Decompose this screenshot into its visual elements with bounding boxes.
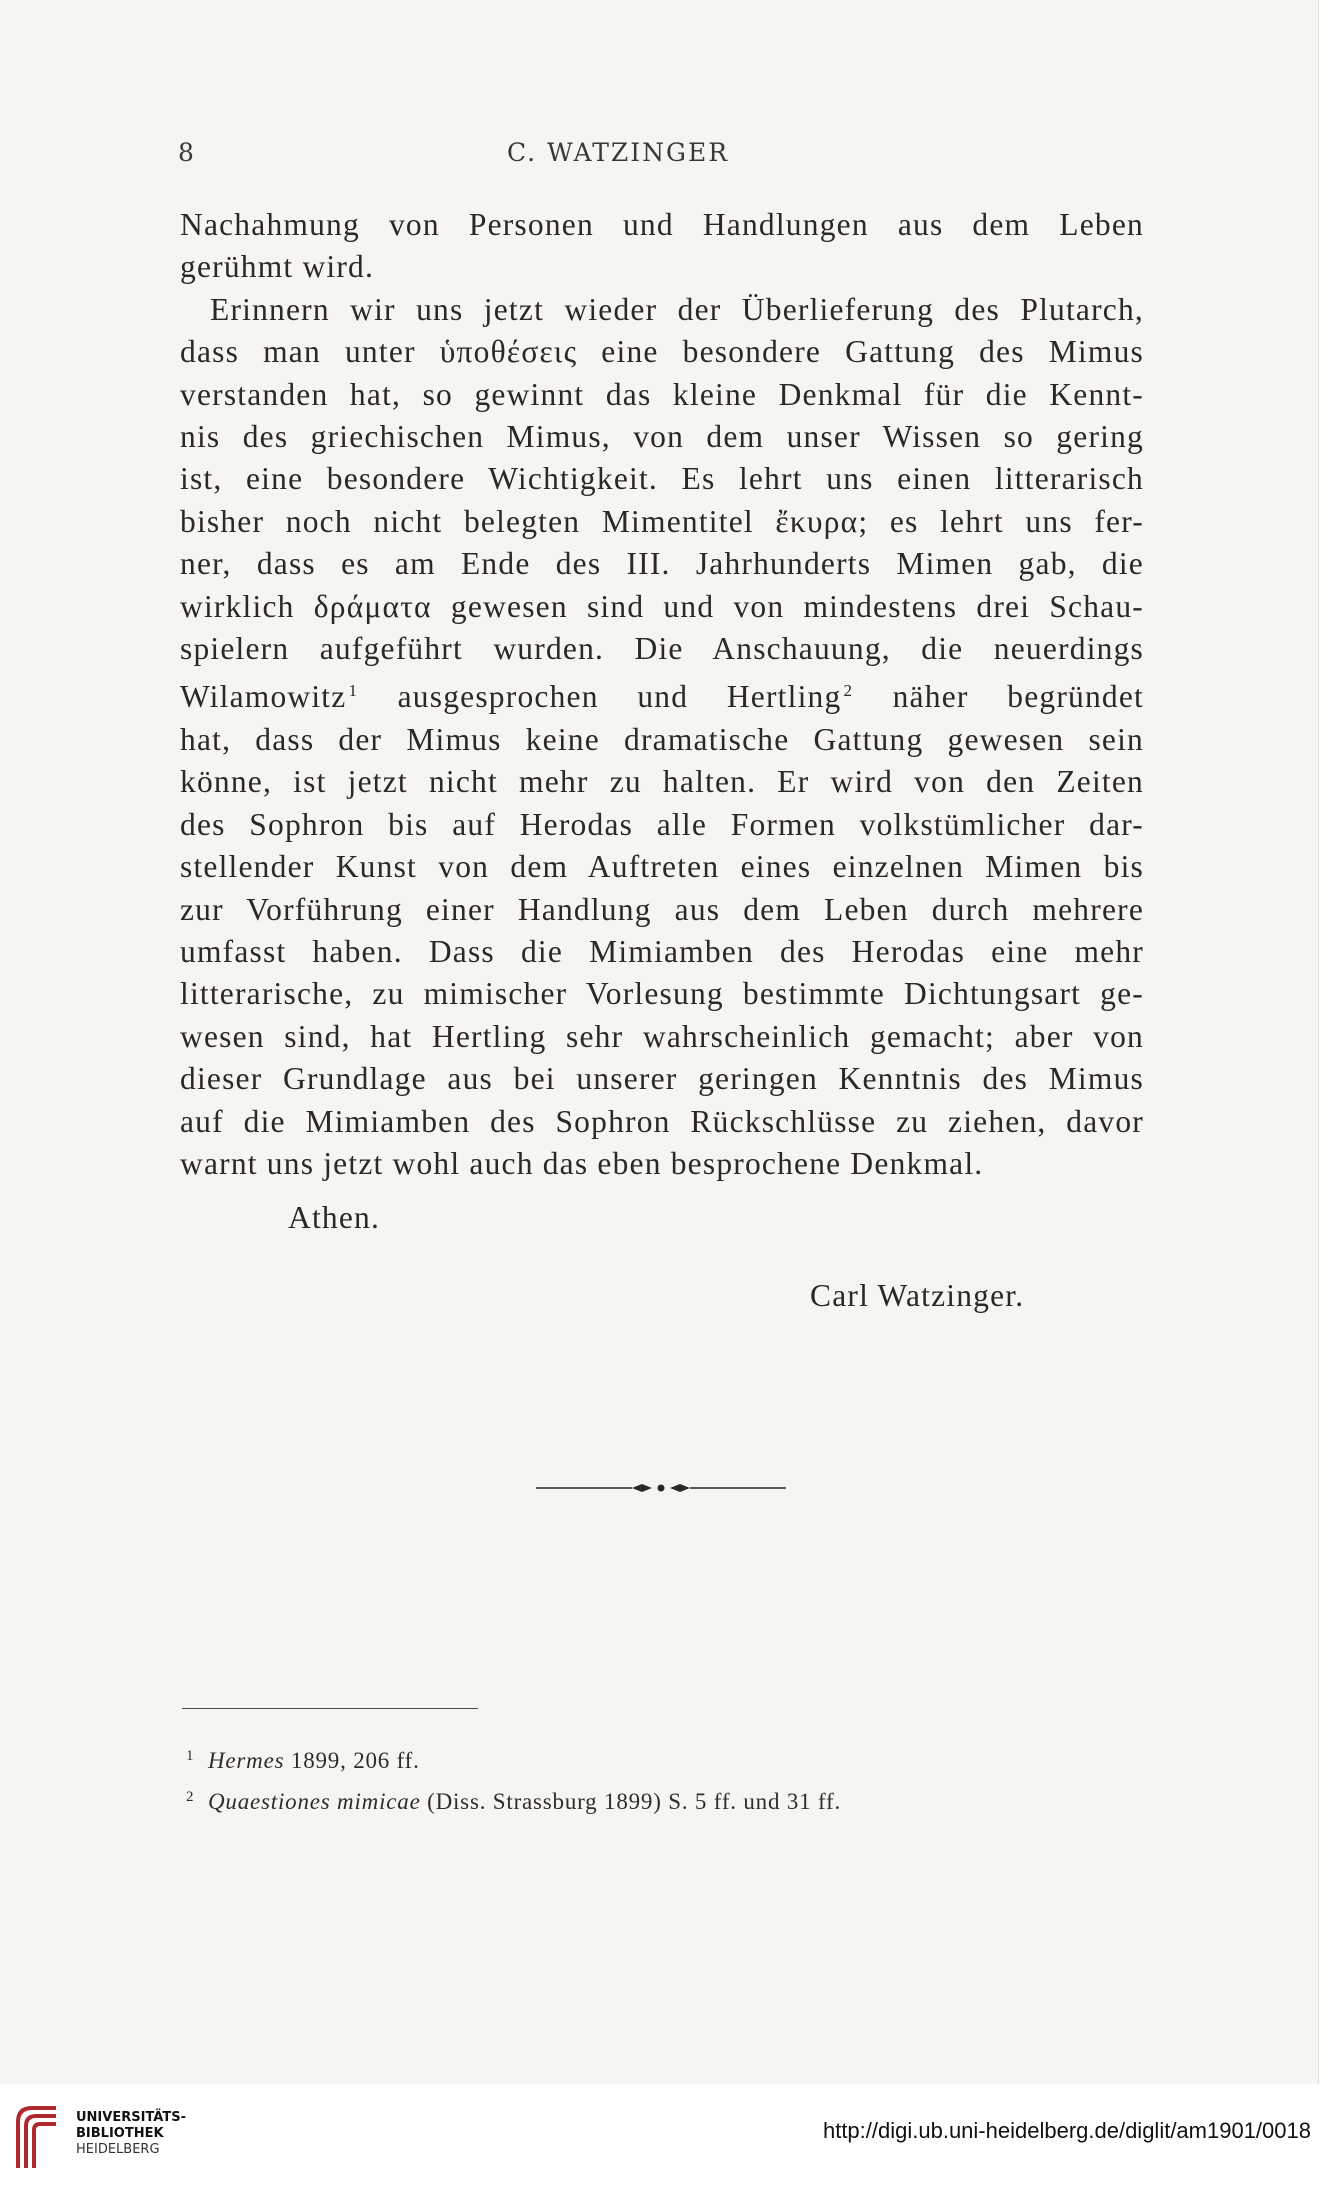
footnote-title: Hermes bbox=[208, 1748, 285, 1773]
text-line: Erinnern wir uns jetzt wieder der Überlieferung des Plutarch, bbox=[210, 291, 1144, 327]
text-line: könne, ist jetzt nicht mehr zu halten. Er wird von den Zeiten bbox=[180, 764, 1144, 800]
text-line: verstanden hat, so gewinnt das kleine Denkmal für die Kennt- bbox=[180, 376, 1144, 412]
paragraph-1 bbox=[180, 204, 1144, 289]
text-line: Nachahmung von Personen und Handlungen aus dem Leben bbox=[180, 207, 1144, 242]
text-line: dieser Grundlage aus bei unserer geringen Kenntnis des Mimus bbox=[180, 1061, 1144, 1097]
paragraph-2 bbox=[180, 289, 1144, 1186]
text-line: spielern aufgeführt wurden. Die Anschauung, die neuerdings bbox=[180, 631, 1144, 667]
text-line: umfasst haben. Dass die Mimiamben des Herodas eine mehr bbox=[180, 933, 1144, 969]
footnote-1 bbox=[186, 1738, 1086, 1779]
text-run: näher begründet bbox=[853, 679, 1144, 715]
text-line: ist, eine besondere Wichtigkeit. Es lehrt uns einen litterarisch bbox=[180, 461, 1144, 497]
footnote-2 bbox=[186, 1779, 1086, 1820]
page-header bbox=[178, 138, 1058, 174]
author-signature: Carl Watzinger. bbox=[810, 1278, 1025, 1313]
footnote-text: (Diss. Strassburg 1899) S. 5 ff. und 31 ff. bbox=[420, 1789, 842, 1814]
library-name-line: UNIVERSITÄTS- bbox=[76, 2110, 186, 2125]
footnote-ref-2[interactable]: 2 bbox=[843, 681, 852, 701]
body-text bbox=[180, 204, 1144, 1185]
text-line: warnt uns jetzt wohl auch das eben besprochene Denkmal. bbox=[180, 1145, 984, 1181]
text-line: ner, dass es am Ende des III. Jahrhunderts Mimen gab, die bbox=[180, 546, 1144, 582]
text-line: zur Vorführung einer Handlung aus dem Leben durch mehrere bbox=[180, 891, 1144, 927]
text-line-with-footnotes bbox=[180, 670, 1144, 718]
page-number: 8 bbox=[178, 138, 195, 167]
footnote-mark: 1 bbox=[186, 1748, 195, 1764]
footnotes bbox=[186, 1738, 1086, 1820]
text-line: des Sophron bis auf Herodas alle Formen volkstümlicher dar- bbox=[180, 806, 1144, 842]
running-head: C. WATZINGER bbox=[506, 138, 730, 167]
footnote-title: Quaestiones mimicae bbox=[208, 1789, 421, 1814]
text-run: ausgesprochen und Hertling bbox=[358, 679, 842, 715]
footnote-ref-1[interactable]: 1 bbox=[348, 681, 357, 701]
text-line: wirklich δράματα gewesen sind und von mindestens drei Schau- bbox=[180, 588, 1144, 624]
text-line: auf die Mimiamben des Sophron Rückschlüsse zu ziehen, davor bbox=[180, 1103, 1144, 1139]
text-line: gerühmt wird. bbox=[180, 249, 375, 285]
library-name-line: HEIDELBERG bbox=[76, 2142, 160, 2157]
text-line: bisher noch nicht belegten Mimentitel ἔκυρα; es lehrt uns fer- bbox=[180, 503, 1144, 539]
text-line: hat, dass der Mimus keine dramatische Gattung gewesen sein bbox=[180, 721, 1144, 757]
text-line: litterarische, zu mimischer Vorlesung bestimmte Dichtungsart ge- bbox=[180, 976, 1144, 1012]
footnote-divider bbox=[182, 1708, 478, 1709]
text-line: wesen sind, hat Hertling sehr wahrscheinlich gemacht; aber von bbox=[180, 1018, 1144, 1054]
library-name bbox=[76, 2110, 186, 2158]
library-name-line: BIBLIOTHEK bbox=[76, 2126, 164, 2141]
digitization-footer bbox=[0, 2084, 1329, 2186]
source-url-link[interactable]: http://digi.ub.uni-heidelberg.de/diglit/am1901/0018 bbox=[822, 2118, 1311, 2143]
text-line: dass man unter ὑποθέσεις eine besondere Gattung des Mimus bbox=[180, 334, 1144, 370]
place-line: Athen. bbox=[288, 1200, 381, 1235]
footnote-mark: 2 bbox=[186, 1789, 195, 1805]
footnote-text: 1899, 206 ff. bbox=[284, 1748, 420, 1773]
text-line: nis des griechischen Mimus, von dem unser Wissen so gering bbox=[180, 419, 1144, 455]
section-ornament bbox=[536, 1480, 786, 1496]
text-line: stellender Kunst von dem Auftreten eines einzelnen Mimen bis bbox=[180, 849, 1144, 885]
library-logo-icon bbox=[12, 2102, 62, 2172]
text-run: Wilamowitz bbox=[180, 679, 347, 715]
